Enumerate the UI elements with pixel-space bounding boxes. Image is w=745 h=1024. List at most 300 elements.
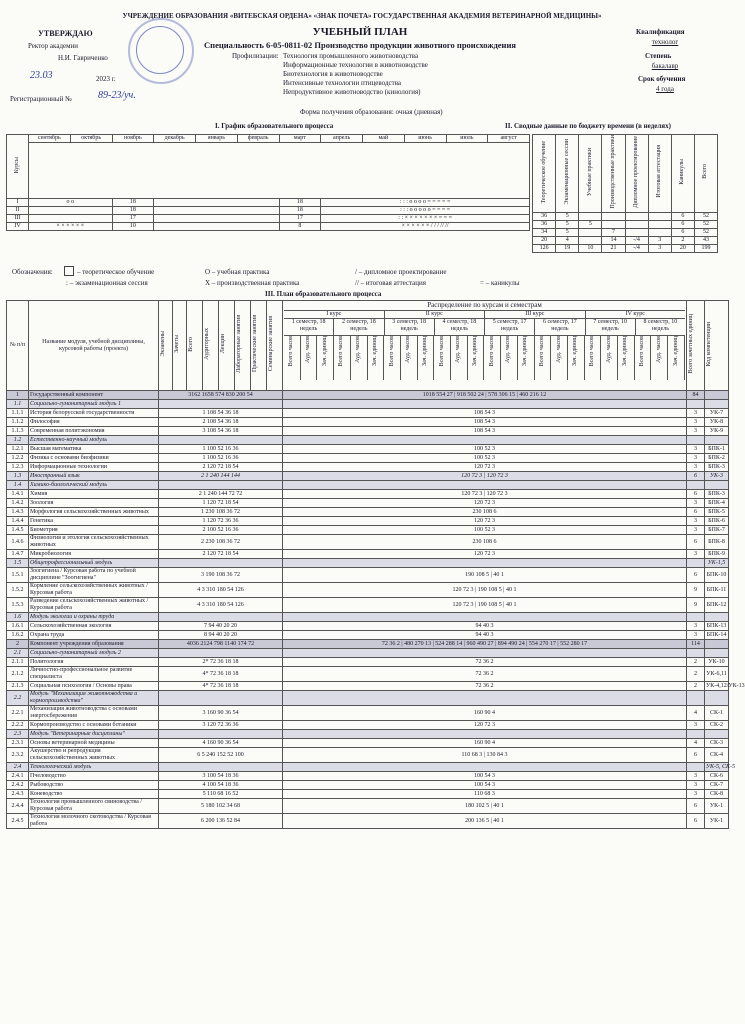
row-competence-code (705, 691, 729, 706)
row-name: Иностранный язык (29, 472, 159, 481)
plan-row (7, 682, 729, 691)
plan-row (7, 418, 729, 427)
row-semester-distribution: 72 36 2 (283, 682, 687, 691)
row-name: Химико-биологический модуль (29, 481, 159, 490)
row-hours (159, 763, 283, 772)
courses-header: Курсы (7, 135, 29, 199)
row-hours: 1 100 52 16 36 (159, 445, 283, 454)
plan-row (7, 436, 729, 445)
row-number: 1.5.1 (7, 568, 29, 583)
row-credit-units (687, 613, 705, 622)
plan-row (7, 568, 729, 583)
row-hours: 2 230 108 36 72 (159, 535, 283, 550)
row-name: Химия (29, 490, 159, 499)
row-competence-code: УК-1,5 (705, 559, 729, 568)
semester-subheader: Всего часов (434, 336, 451, 380)
row-hours: 8 94 40 20 20 (159, 631, 283, 640)
row-semester-distribution: 94 40 3 (283, 631, 687, 640)
row-competence-code: СК-3 (705, 739, 729, 748)
row-name: Общепрофессиональный модуль (29, 559, 159, 568)
row-credit-units: 3 (687, 409, 705, 418)
row-credit-units: 3 (687, 427, 705, 436)
col-lec-header: Лекции (219, 301, 235, 391)
row-competence-code (705, 436, 729, 445)
row-credit-units: 3 (687, 526, 705, 535)
row-credit-units: 3 (687, 622, 705, 631)
month-aug: август (488, 135, 530, 143)
row-number: 2.4.5 (7, 814, 29, 829)
course-label: III (7, 215, 29, 223)
row-hours: 6 5 240 152 52 100 (159, 748, 283, 763)
month-may: май (363, 135, 405, 143)
row-competence-code: БПК-8 (705, 535, 729, 550)
plan-row (7, 454, 729, 463)
row-name: Философия (29, 418, 159, 427)
schedule-weeks: 17 (112, 215, 154, 223)
row-name: Компонент учреждения образования (29, 640, 159, 649)
row-semester-distribution: 230 108 6 (283, 508, 687, 517)
row-semester-distribution: 110 68 3 (283, 790, 687, 799)
plan-row (7, 481, 729, 490)
col-exams-header: Экзамены (159, 301, 173, 391)
semester-header: 6 семестр, 17 недель (535, 319, 585, 335)
plan-row (7, 517, 729, 526)
row-credit-units: 3 (687, 721, 705, 730)
plan-row (7, 739, 729, 748)
schedule-weeks: 17 (279, 215, 321, 223)
row-competence-code (705, 613, 729, 622)
row-name: Сельскохозяйственная экология (29, 622, 159, 631)
semester-subheader: Зач. единиц (468, 336, 485, 380)
row-hours: 5 110 68 16 52 (159, 790, 283, 799)
row-name: Современная политэкономия (29, 427, 159, 436)
row-hours (159, 649, 283, 658)
plan-row (7, 613, 729, 622)
plan-row (7, 814, 729, 829)
row-name: Модуль экологии и охраны труда (29, 613, 159, 622)
course-2-header: II курс (385, 311, 486, 318)
row-name: Кормление сельскохозяйственных животных / Курсовая работа (29, 583, 159, 598)
qualification-label: Квалификация (636, 28, 685, 36)
row-semester-distribution: 120 72 3 (283, 517, 687, 526)
row-name: Охрана труда (29, 631, 159, 640)
row-number: 1.4.3 (7, 508, 29, 517)
row-competence-code: УК-9 (705, 427, 729, 436)
row-credit-units (687, 763, 705, 772)
plan-row (7, 748, 729, 763)
row-semester-distribution: 100 52 3 (283, 526, 687, 535)
row-number: 2.2.2 (7, 721, 29, 730)
month-jan: январь (196, 135, 238, 143)
profile-4: Интенсивные технологии птицеводства (283, 79, 402, 87)
budget-total-row: 126 19 10 21 -/4 3 20 199 (533, 244, 718, 252)
col-lab-header: Лабораторные занятия (235, 301, 251, 391)
row-competence-code: СК-4 (705, 748, 729, 763)
section-schedule-title: I. График образовательного процесса (215, 122, 334, 130)
row-number: 1.4.7 (7, 550, 29, 559)
row-name: Зоология (29, 499, 159, 508)
row-number: 1.4.1 (7, 490, 29, 499)
row-competence-code: СК-1 (705, 706, 729, 721)
budget-header: Дипломное проектирование (625, 135, 648, 213)
row-semester-distribution: 120 72 3 | 190 108 5 | 40 1 (283, 598, 687, 613)
row-competence-code: УК-5, СК-5 (706, 763, 736, 770)
row-semester-distribution: 200 136 5 | 40 1 (283, 814, 687, 829)
semester-subheader: Ауд. часов (601, 336, 618, 380)
row-hours: 2 120 72 18 54 (159, 550, 283, 559)
education-form: Форма получения образования: очная (дневная) (300, 108, 443, 116)
row-competence-code: УК-1 (705, 799, 729, 814)
row-number: 1.4.5 (7, 526, 29, 535)
row-credit-units: 9 (687, 583, 705, 598)
row-name: Модуль "Механизация животноводства и кормопроизводства" (29, 691, 159, 706)
row-hours (159, 613, 283, 622)
plan-row (7, 640, 729, 649)
budget-table (532, 134, 718, 253)
row-semester-distribution: 72 36 2 | 480 270 13 | 524 288 14 | 960 490 27 | 894 490 24 | 554 270 17 | 552 280 17 (283, 640, 687, 649)
row-credit-units: 3 (687, 781, 705, 790)
schedule-weeks: 18 (112, 207, 154, 215)
row-competence-code: СК-8 (705, 790, 729, 799)
plan-row (7, 763, 729, 772)
semester-header: 7 семестр, 10 недель (586, 319, 636, 335)
row-competence-code: БПК-11 (705, 583, 729, 598)
row-name: Естественно-научный модуль (29, 436, 159, 445)
row-competence-code: БПК-1 (705, 445, 729, 454)
course-3-header: III курс (485, 311, 586, 318)
row-name: Государственный компонент (29, 391, 159, 400)
row-semester-distribution (283, 691, 687, 706)
course-label: I (7, 199, 29, 207)
registration-number: 89-23/уч. (98, 90, 136, 101)
row-number: 1.6.2 (7, 631, 29, 640)
row-name: Основы ветеринарной медицины (29, 739, 159, 748)
row-number: 1.6.1 (7, 622, 29, 631)
row-number: 1.2.2 (7, 454, 29, 463)
row-semester-distribution: 160 90 4 (283, 739, 687, 748)
semester-subheader: Зач. единиц (317, 336, 334, 380)
semester-subheader: Ауд. часов (451, 336, 468, 380)
row-name: Рыбоводство (29, 781, 159, 790)
plan-row (7, 409, 729, 418)
row-number: 1.6 (7, 613, 29, 622)
row-competence-code (705, 400, 729, 409)
row-hours: 3162 1658 574 830 200 54 (159, 391, 283, 400)
approve-label: УТВЕРЖДАЮ (38, 29, 93, 38)
row-name: Пчеловодство (29, 772, 159, 781)
semester-header: 1 семестр, 18 недель (284, 319, 334, 335)
row-name: Социально-гуманитарный модуль 2 (29, 649, 159, 658)
row-credit-units: 3 (687, 499, 705, 508)
semester-subheader: Ауд. часов (551, 336, 568, 380)
row-hours: 4* 72 36 18 18 (159, 667, 283, 682)
row-semester-distribution (283, 436, 687, 445)
row-credit-units (687, 649, 705, 658)
row-credit-units: 4 (687, 706, 705, 721)
row-semester-distribution: 1018 554 27 | 918 502 24 | 578 306 15 | 460 216 12 (283, 391, 687, 400)
row-competence-code: УК-1 (705, 814, 729, 829)
row-hours: 4 3 310 180 54 126 (159, 598, 283, 613)
plan-row (7, 499, 729, 508)
plan-row (7, 583, 729, 598)
row-semester-distribution: 120 72 3 | 120 72 3 (283, 472, 687, 481)
row-semester-distribution: 120 72 3 | 190 108 5 | 40 1 (283, 583, 687, 598)
semester-subheader: Всего часов (484, 336, 501, 380)
degree-label: Степень (645, 52, 672, 60)
col-aud-header: Аудиторных (203, 301, 219, 391)
row-credit-units: 4 (687, 739, 705, 748)
row-semester-distribution: 190 108 5 | 40 1 (283, 568, 687, 583)
row-hours: 5 180 102 34 68 (159, 799, 283, 814)
row-semester-distribution: 100 54 3 (283, 772, 687, 781)
plan-row (7, 400, 729, 409)
col-prac-header: Практические занятия (251, 301, 267, 391)
plan-row (7, 667, 729, 682)
row-number: 2.3 (7, 730, 29, 739)
row-hours (159, 559, 283, 568)
legend-item: : – экзаменационная сессия (66, 279, 148, 287)
plan-row (7, 472, 729, 481)
row-hours (159, 400, 283, 409)
budget-header: Экзаменационные сессии (556, 135, 579, 213)
row-competence-code: БПК-14 (705, 631, 729, 640)
study-term-value: 4 года (656, 85, 674, 93)
profiles-label: Профилизации: (232, 52, 279, 60)
row-competence-code (705, 730, 729, 739)
row-hours: 4 160 90 36 54 (159, 739, 283, 748)
schedule-weeks: 8 (279, 223, 321, 231)
row-competence-code: БПК-3 (705, 490, 729, 499)
semester-subheader: Всего часов (535, 336, 552, 380)
budget-row: 36 5 5 6 52 (533, 220, 718, 228)
row-name: Технологический модуль (29, 763, 159, 772)
legend-item: О – учебная практика (205, 268, 270, 276)
row-credit-units (687, 436, 705, 445)
row-competence-code: УК-10 (705, 658, 729, 667)
budget-header: Всего (694, 135, 717, 213)
schedule-weeks: 18 (279, 199, 321, 207)
row-credit-units: 6 (687, 799, 705, 814)
row-number: 1.5 (7, 559, 29, 568)
semester-subheader: Зач. единиц (668, 336, 685, 380)
week-numbers-area (29, 143, 530, 199)
schedule-weeks: 18 (279, 207, 321, 215)
plan-row (7, 631, 729, 640)
course-1-header: I курс (284, 311, 385, 318)
row-hours: 2 1 240 144 144 (159, 472, 283, 481)
row-name: Социально-гуманитарный модуль 1 (29, 400, 159, 409)
row-name: Физиология и этология сельскохозяйственных животных (29, 535, 159, 550)
row-semester-distribution: 230 108 6 (283, 535, 687, 550)
semester-subheader: Зач. единиц (418, 336, 435, 380)
semester-subheader: Зач. единиц (618, 336, 635, 380)
row-name: Разведение сельскохозяйственных животных / Курсовая работа (29, 598, 159, 613)
course-label: II (7, 207, 29, 215)
plan-row (7, 550, 729, 559)
semester-subheader: Ауд. часов (401, 336, 418, 380)
row-competence-code: БПК-7 (705, 526, 729, 535)
row-hours: 2 100 52 16 36 (159, 526, 283, 535)
row-competence-code: БПК-9 (705, 550, 729, 559)
schedule-marks (29, 215, 113, 223)
row-semester-distribution (283, 559, 687, 568)
row-semester-distribution: 94 40 3 (283, 622, 687, 631)
row-credit-units: 2 (687, 667, 705, 682)
row-hours (159, 436, 283, 445)
registration-label: Регистрационный № (10, 95, 72, 103)
row-name: Социальная психология / Основы права (29, 682, 159, 691)
row-number: 2.1.3 (7, 682, 29, 691)
row-hours: 4036 2124 798 1140 174 72 (159, 640, 283, 649)
row-competence-code: СК-6 (705, 772, 729, 781)
row-number: 2.3.1 (7, 739, 29, 748)
row-hours: 1 230 108 36 72 (159, 508, 283, 517)
row-semester-distribution (283, 613, 687, 622)
row-name: Механизация животноводства с основами энергосбережения (29, 706, 159, 721)
row-competence-code: СК-2 (705, 721, 729, 730)
month-mar: март (279, 135, 321, 143)
plan-row (7, 463, 729, 472)
legend-theory-swatch (64, 266, 74, 276)
row-semester-distribution: 110 68 3 | 130 84 3 (283, 748, 687, 763)
row-hours: 6 200 136 52 84 (159, 814, 283, 829)
row-credit-units: 6 (687, 490, 705, 499)
row-competence-code: БПК-6 (705, 517, 729, 526)
plan-row (7, 658, 729, 667)
row-number: 2.1.1 (7, 658, 29, 667)
semester-header: 8 семестр, 10 недель (643, 319, 678, 332)
row-credit-units: 2 (687, 682, 705, 691)
row-hours: 3 108 54 36 18 (159, 427, 283, 436)
profile-3: Биотехнология в животноводстве (283, 70, 383, 78)
plan-row (7, 706, 729, 721)
row-name: Морфология сельскохозяйственных животных (29, 508, 159, 517)
row-number: 2.2 (7, 691, 29, 706)
row-semester-distribution: 120 72 3 (283, 550, 687, 559)
legend-item: X – производственная практика (205, 279, 300, 287)
schedule-weeks: 10 (112, 223, 154, 231)
row-name: Технология молочного скотоводства / Курсовая работа (29, 814, 159, 829)
plan-row (7, 790, 729, 799)
row-competence-code: БПК-12 (705, 598, 729, 613)
semester-subheader: Зач. единиц (368, 336, 385, 380)
semester-subheader: Зач. единиц (518, 336, 535, 380)
plan-table (6, 300, 745, 829)
row-credit-units: 3 (687, 463, 705, 472)
row-number: 2.4.4 (7, 799, 29, 814)
section-plan-title: III. План образовательного процесса (265, 290, 382, 298)
semester-header: 2 семестр, 18 недель (334, 319, 384, 335)
row-semester-distribution (283, 400, 687, 409)
row-credit-units: 84 (687, 391, 705, 400)
row-competence-code: СК-7 (705, 781, 729, 790)
row-hours (159, 481, 283, 490)
row-semester-distribution (283, 649, 687, 658)
approve-year: 2023 г. (96, 75, 116, 83)
row-credit-units (687, 559, 705, 568)
row-number: 2.4.1 (7, 772, 29, 781)
plan-row (7, 781, 729, 790)
profile-5: Непродуктивное животноводство (кинология) (283, 88, 421, 96)
col-zet-header: Всего зачетных единиц (687, 301, 705, 391)
distribution-header: Распределение по курсам и семестрам I курс II курс III курс IV курс 1 семестр, 18 недель 2 семестр, 18 недель 3 семестр, 18 недель 4 семестр, 18 недель 5 семестр, 17 недель 6 семестр, 17 недель 7 семестр, 10 недель 8 семестр, 10 недель Всего часов Ауд. часов Зач. единиц Всего часов Ауд. часов Зач. единиц Всего часов Ауд. часов Зач. единиц Всего часов Ауд. часов Зач. единиц Всего часов Ауд. часов Зач. единиц Всего часов Ауд. часов Зач. единиц Всего часов Ауд. часов Зач. единиц Всего часов Ауд. часов Зач. единиц (283, 301, 687, 391)
row-credit-units: 6 (687, 814, 705, 829)
semester-header: 5 семестр, 17 недель (485, 319, 535, 335)
row-credit-units: 3 (687, 790, 705, 799)
row-credit-units: 3 (687, 631, 705, 640)
budget-row: 20 4 14 -/4 3 2 43 (533, 236, 718, 244)
row-number: 2.1.2 (7, 667, 29, 682)
semester-subheader: Всего часов (384, 336, 401, 380)
row-hours: 7 94 40 20 20 (159, 622, 283, 631)
plan-row (7, 772, 729, 781)
row-credit-units (687, 691, 705, 706)
budget-header: Учебные практики (579, 135, 602, 213)
legend-item: // – итоговая аттестация (355, 279, 426, 287)
row-credit-units: 3 (687, 454, 705, 463)
row-number: 1.1.3 (7, 427, 29, 436)
row-credit-units: 9 (687, 598, 705, 613)
row-number: 1.4.2 (7, 499, 29, 508)
row-number: 1.2.3 (7, 463, 29, 472)
legend-label: Обозначения: (12, 268, 53, 276)
row-number: 2.2.1 (7, 706, 29, 721)
row-name: Физика с основами биофизики (29, 454, 159, 463)
row-name: Высшая математика (29, 445, 159, 454)
semester-subheader: Ауд. часов (301, 336, 318, 380)
row-credit-units (687, 481, 705, 490)
semester-subheaders (284, 335, 685, 380)
row-name: Коневодство (29, 790, 159, 799)
semester-subheader: Всего часов (334, 336, 351, 380)
budget-header: Каникулы (671, 135, 694, 213)
row-competence-code: УК-6,11 (705, 667, 729, 682)
semester-subheader: Всего часов (585, 336, 602, 380)
row-number: 2.3.2 (7, 748, 29, 763)
row-name: История белорусской государственности (29, 409, 159, 418)
col-total-header: Всего (187, 301, 203, 391)
semester-subheader: Всего часов (635, 336, 652, 380)
row-credit-units (687, 400, 705, 409)
row-credit-units: 3 (687, 517, 705, 526)
row-number: 2.1 (7, 649, 29, 658)
row-name: Акушерство и репродукция сельскохозяйственных животных (29, 748, 159, 763)
row-hours: 1 120 72 36 36 (159, 517, 283, 526)
budget-row: 36 5 6 52 (533, 212, 718, 220)
plan-row (7, 526, 729, 535)
plan-row (7, 490, 729, 499)
row-hours: 4 100 54 18 36 (159, 781, 283, 790)
col-name-header: Название модуля, учебной дисциплины, курсовой работы (проекта) (29, 301, 159, 391)
row-number: 1.3 (7, 472, 29, 481)
row-hours: 2 108 54 36 18 (159, 418, 283, 427)
row-name: Кормопроизводство с основами ботаники (29, 721, 159, 730)
row-semester-distribution (283, 763, 687, 772)
schedule-weeks: 18 (112, 199, 154, 207)
row-semester-distribution: 120 72 3 (283, 721, 687, 730)
row-hours: 1 100 52 16 36 (159, 454, 283, 463)
row-credit-units: 6 (687, 508, 705, 517)
row-competence-code (705, 481, 729, 490)
degree-value: бакалавр (651, 62, 679, 70)
row-number: 2.4 (7, 763, 29, 772)
row-hours: 3 100 54 18 36 (159, 772, 283, 781)
row-credit-units: 6 (687, 568, 705, 583)
budget-header: Производственные практики (602, 135, 625, 213)
col-sem-header: Семинарские занятия (267, 301, 283, 391)
row-hours: 2 120 72 18 54 (159, 463, 283, 472)
row-credit-units: 114 (687, 640, 705, 649)
